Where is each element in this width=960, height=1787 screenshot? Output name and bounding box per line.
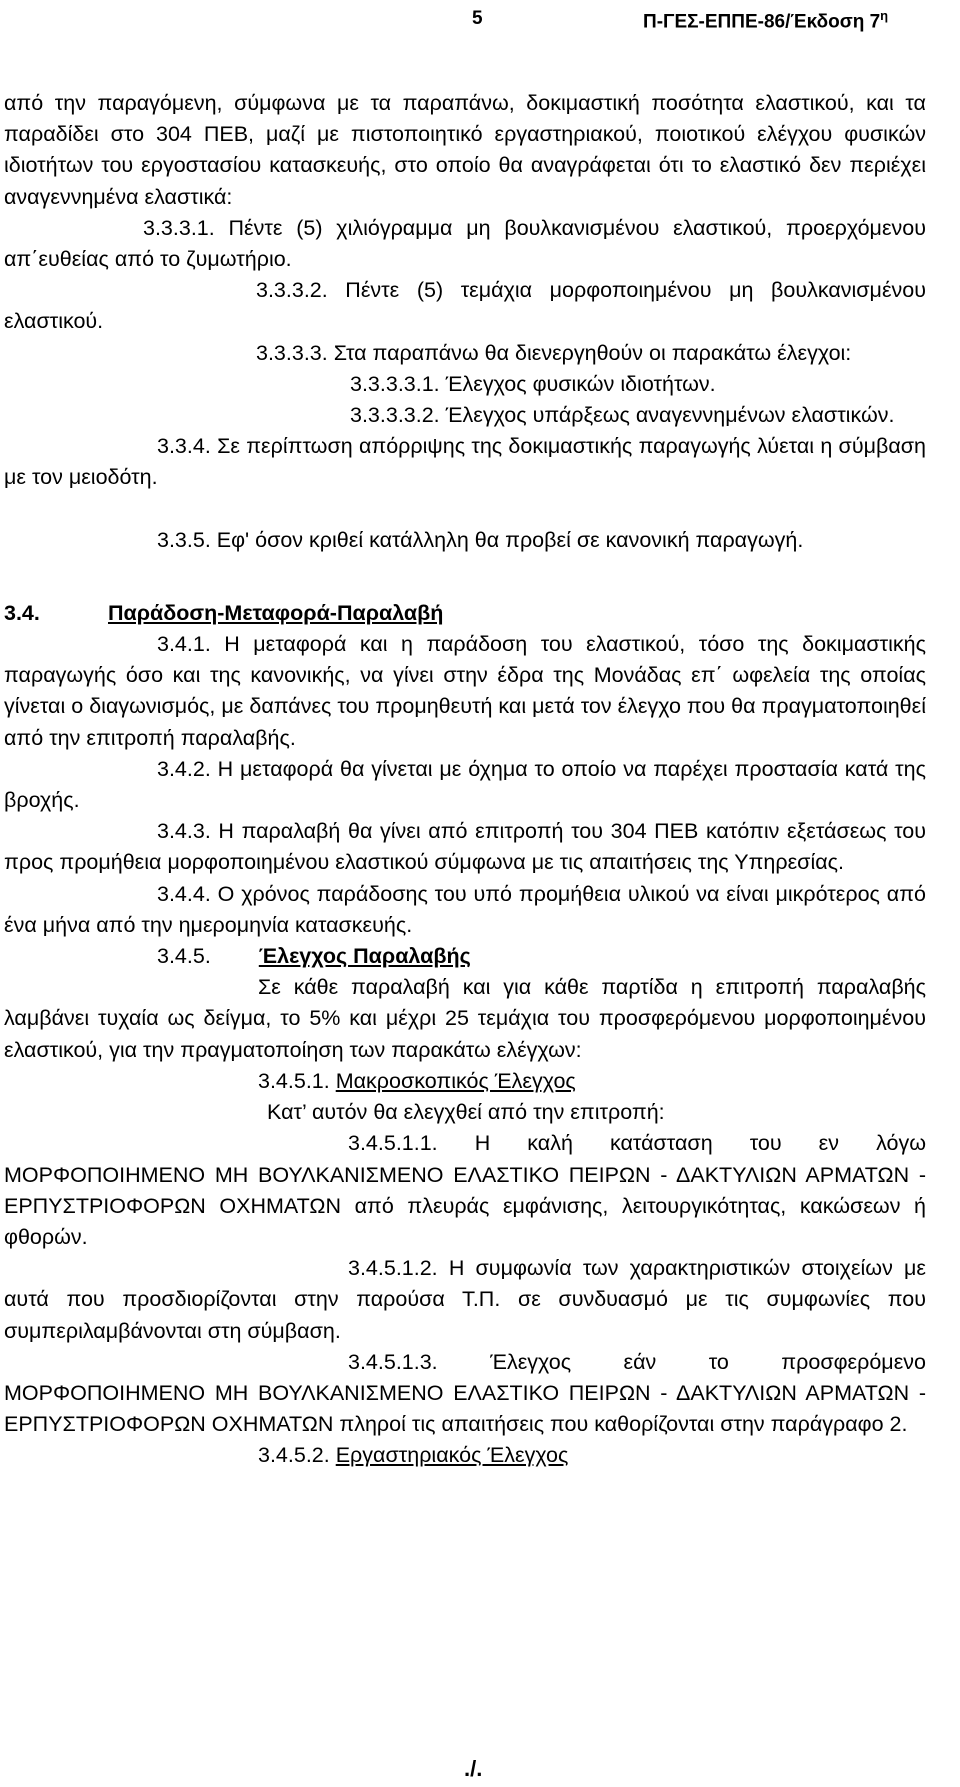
paragraph-3-4-5-1-2: 3.4.5.1.2. Η συμφωνία των χαρακτηριστικών στοιχείων με αυτά που προσδιορίζονται στην παρούσα Τ.Π. σε συνδυασμό με τις συμφωνίες που συμπεριλαμβάνονται στη σύμβαση. (4, 1256, 926, 1343)
paragraph-title: Εργαστηριακός Έλεγχος (335, 1443, 569, 1468)
paragraph-3-3-5: 3.3.5. Εφ' όσον κριθεί κατάλληλη θα προβεί σε κανονική παραγωγή. (157, 527, 804, 552)
paragraph-3-4-5-body: Σε κάθε παραλαβή και για κάθε παρτίδα η επιτροπή παραλαβής λαμβάνει τυχαία ως δείγμα, το 5% και μέχρι 25 τεμάχια του προσφερόμενου μορφοποιημένου ελαστικού, για την πραγματοποίηση των παρακάτω ελέγχων: (4, 975, 926, 1062)
paragraph: από την παραγόμενη, σύμφωνα με τα παραπάνω, δοκιμαστική ποσότητα ελαστικού, και τα παραδίδει στο 304 ΠΕΒ, μαζί με πιστοποιητικό εργαστηριακού, ποιοτικού ελέγχου φυσικών ιδιοτήτων του εργοστασίου κατασκευής, στο οποίο θα αναγράφεται ότι το ελαστικό δεν περιέχει αναγεννημένα ελαστικά: (4, 91, 926, 209)
paragraph-3-4-5-1-body: Κατ’ αυτόν θα ελεγχθεί από την επιτροπή: (267, 1100, 665, 1125)
paragraph-3-3-4: 3.3.4. Σε περίπτωση απόρριψης της δοκιμαστικής παραγωγής λύεται η σύμβαση με τον μειοδότη. (4, 434, 926, 490)
paragraph-3-4-2: 3.4.2. Η μεταφορά θα γίνεται με όχημα το οποίο να παρέχει προστασία κατά της βροχής. (4, 756, 926, 813)
paragraph-3-3-3-1: 3.3.3.1. Πέντε (5) χιλιόγραμμα μη βουλκανισμένου ελαστικού, προερχόμενου απ΄ευθείας από το ζυμωτήριο. (4, 215, 926, 272)
paragraph-3-4-3: 3.4.3. Η παραλαβή θα γίνει από επιτροπή του 304 ΠΕΒ κατόπιν εξετάσεως του προς προμήθεια μορφοποιημένου ελαστικού σύμφωνα με τις απαιτήσεις της Υπηρεσίας. (4, 819, 926, 875)
page-header (0, 2, 960, 36)
spacer (4, 494, 926, 525)
document-code (643, 8, 888, 33)
paragraph-3-4-4: 3.4.4. Ο χρόνος παράδοσης του υπό προμήθεια υλικού να είναι μικρότερος από ένα μήνα από την ημερομηνία κατασκευής. (4, 881, 926, 937)
page-number: 5 (472, 8, 483, 29)
paragraph-title: Έλεγχος Παραλαβής (258, 944, 471, 969)
paragraph-3-3-3-3-2: 3.3.3.3.2. Έλεγχος υπάρξεως αναγεννημένων ελαστικών. (350, 403, 895, 428)
paragraph-number: 3.4.5.2. (258, 1443, 330, 1468)
paragraph-3-4-1: 3.4.1. Η μεταφορά και η παράδοση του ελαστικού, τόσο της δοκιμαστικής παραγωγής όσο και της κανονικής, να γίνει στην έδρα της Μονάδας επ΄ ωφελεία της οποίας γίνεται ο διαγωνισμός, με δαπάνες του προμηθευτή και μετά τον έλεγχο που θα πραγματοποιηθεί από την επιτροπή παραλαβής. (4, 632, 926, 750)
paragraph-3-4-5-1-heading (4, 1066, 926, 1097)
document-body (4, 88, 926, 1472)
paragraph-number: 3.4.5. (157, 944, 211, 969)
paragraph-3-3-3-3: 3.3.3.3. Στα παραπάνω θα διενεργηθούν οι παρακάτω έλεγχοι: (256, 340, 852, 365)
paragraph-3-4-5-heading (4, 941, 926, 972)
paragraph-3-3-3-3-1: 3.3.3.3.1. Έλεγχος φυσικών ιδιοτήτων. (350, 371, 716, 396)
paragraph-3-4-5-1-1: 3.4.5.1.1. Η καλή κατάσταση του εν λόγω ΜΟΡΦΟΠΟΙΗΜΕΝΟ ΜΗ ΒΟΥΛΚΑΝΙΣΜΕΝΟ ΕΛΑΣΤΙΚΟ ΠΕΙΡΩΝ - ΔΑΚΤΥΛΙΩΝ ΑΡΜΑΤΩΝ - ΕΡΠΥΣΤΡΙΟΦΟΡΩΝ ΟΧΗΜΑΤΩΝ από πλευράς εμφάνισης, λειτουργικότητας, κακώσεων ή φθορών. (4, 1131, 926, 1249)
paragraph-number: 3.4.5.1. (258, 1068, 330, 1093)
continuation-mark: ./. (464, 1756, 483, 1781)
paragraph-3-4-5-1-3: 3.4.5.1.3. Έλεγχος εάν το προσφερόμενο ΜΟΡΦΟΠΟΙΗΜΕΝΟ ΜΗ ΒΟΥΛΚΑΝΙΣΜΕΝΟ ΕΛΑΣΤΙΚΟ ΠΕΙΡΩΝ - ΔΑΚΤΥΛΙΩΝ ΑΡΜΑΤΩΝ - ΕΡΠΥΣΤΡΙΟΦΟΡΩΝ ΟΧΗΜΑΤΩΝ πληροί τις απαιτήσεις που καθορίζονται στην παράγραφο 2. (4, 1349, 926, 1437)
document-code-superscript: η (880, 8, 889, 23)
paragraph-title: Μακροσκοπικός Έλεγχος (335, 1068, 576, 1093)
section-number: 3.4. (4, 600, 40, 625)
section-title: Παράδοση-Μεταφορά-Παραλαβή (108, 600, 444, 625)
paragraph-3-4-5-2-heading (4, 1440, 926, 1471)
section-3-4-heading (4, 598, 926, 629)
spacer (4, 556, 926, 598)
paragraph-3-3-3-2: 3.3.3.2. Πέντε (5) τεμάχια μορφοποιημένου μη βουλκανισμένου ελαστικού. (4, 278, 926, 334)
document-code-text: Π-ΓΕΣ-ΕΠΠΕ-86/Έκδοση 7 (643, 11, 881, 33)
